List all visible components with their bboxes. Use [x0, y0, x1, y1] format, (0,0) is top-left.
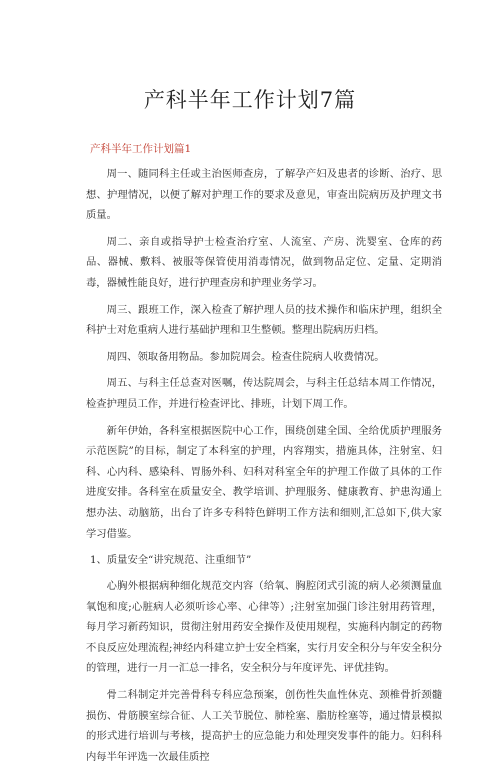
- paragraph-4: 周四、领取备用物品。参加院周会。检查住院病人收费情况。: [106, 350, 385, 363]
- paragraph-3: 周三、跟班工作，深入检查了解护理人员的技术操作和临床护理，组织全科护士对危重病人进行基础护理和卫生整顿。整理出院病历归档。: [86, 303, 442, 337]
- paragraph-6: 新年伊始，各科室根据医院中心工作，围绕创建全国、全给优质护理服务示范医院”的目标，制定了本科室的护理，内容翔实，措施具体，注射室、妇科、心内科、感染科、胃肠外科、妇科对科室全年的护理工作做了具体的工作进度安排。各科室在质量安全、教学培训、护理服务、健康教育、护患沟通上想办法、动脑筋，出台了许多专科特色鲜明工作方法和细则,汇总如下,供大家学习借鉴。: [86, 424, 442, 540]
- subheading-quality-safety: 1、质量安全“讲究规范、注重细节”: [90, 554, 252, 567]
- paragraph-1: 周一、随同科主任或主治医师查房，了解孕产妇及患者的诊断、治疗、思想、护理情况，以便了解对护理工作的要求及意见，审查出院病历及护理文书质量。: [86, 168, 442, 222]
- section-heading: 产科半年工作计划篇1: [90, 143, 192, 155]
- paragraph-7: 心胸外根据病种细化规范交内容（给氧、胸腔闭式引流的病人必须测量血氧饱和度;心脏病人必须听诊心率、心律等）;注射室加强门诊注射用药管理，每月学习新药知识，贯彻注射用药安全操作及使用规程，实施科内制定的药物不良反应处理流程;神经内科建立护士安全档案，实行月安全积分与年安全积分的管理，进行一月一汇总一排名，安全积分与年度评先、评优挂钩。: [86, 580, 442, 675]
- paragraph-2: 周二、亲自或指导护士检查治疗室、人流室、产房、洗婴室、仓库的药品、器械、敷料、被服等保管使用消毒情况，做到物品定位、定量、定期消毒，器械性能良好，进行护理查房和护理业务学习。: [86, 235, 442, 289]
- paragraph-5: 周五、与科主任总查对医嘱，传达院周会，与科主任总结本周工作情况，检查护理员工作，并进行检查评比、排班，计划下周工作。: [86, 377, 442, 410]
- paragraph-8: 骨二科制定并完善骨科专科应急预案，创伤性失血性休克、颈椎骨折颈髓损伤、骨筋膜室综合征、人工关节脱位、肺栓塞、脂肪栓塞等，通过情景模拟的形式进行培训与考核，提高护士的应急能力和处理突发事件的能力。妇科科内每半年评选一次最佳质控: [86, 689, 442, 763]
- page-title: 产科半年工作计划7篇: [143, 88, 357, 112]
